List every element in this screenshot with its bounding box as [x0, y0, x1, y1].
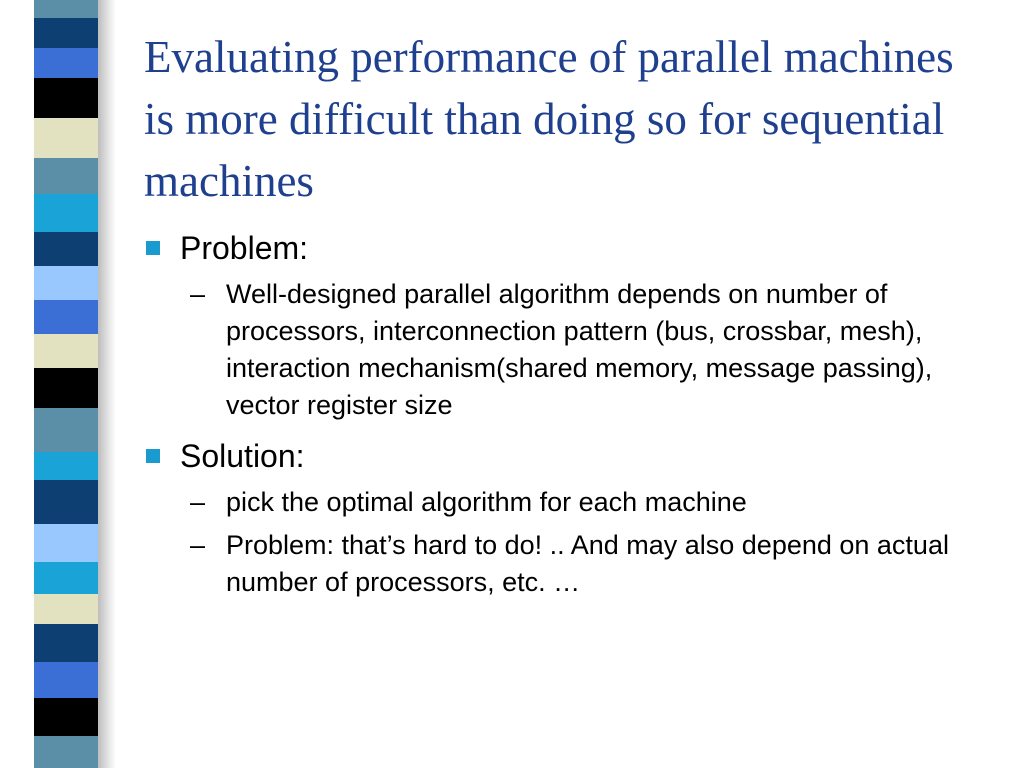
decorative-stripe	[34, 0, 98, 768]
dash-marker: –	[190, 530, 206, 560]
stripe-block	[34, 78, 98, 118]
square-bullet-icon	[146, 449, 160, 463]
stripe-block	[34, 452, 98, 480]
square-bullet-icon	[146, 241, 160, 255]
sub-item	[190, 484, 976, 521]
stripe-block	[34, 18, 98, 48]
stripe-block	[34, 0, 98, 18]
stripe-block	[34, 158, 98, 194]
sub-item-text: pick the optimal algorithm for each machine	[226, 487, 747, 517]
sub-list-solution	[190, 484, 976, 601]
sub-item-text: Well-designed parallel algorithm depends on number of processors, interconnection pattern (bus, crossbar, mesh), interaction mechanism(shared memory, message passing), vector register size	[226, 279, 933, 420]
stripe-block	[34, 480, 98, 524]
stripe-block	[34, 662, 98, 698]
bullet-item-problem	[146, 226, 976, 270]
stripe-block	[34, 232, 98, 266]
stripe-block	[34, 118, 98, 158]
stripe-block	[34, 334, 98, 368]
stripe-block	[34, 594, 98, 624]
bullet-label: Problem:	[180, 230, 309, 266]
stripe-block	[34, 624, 98, 662]
stripe-block	[34, 408, 98, 452]
bullet-label: Solution:	[180, 438, 305, 474]
dash-marker: –	[190, 279, 206, 309]
sub-item	[190, 527, 976, 601]
stripe-block	[34, 698, 98, 736]
slide-title: Evaluating performance of parallel machines is more difficult than doing so for sequential machines	[144, 32, 954, 206]
slide-content	[146, 226, 976, 611]
dash-marker: –	[190, 487, 206, 517]
stripe-block	[34, 266, 98, 300]
stripe-shadow	[98, 0, 116, 768]
stripe-block	[34, 48, 98, 78]
stripe-block	[34, 368, 98, 408]
sub-item	[190, 276, 976, 424]
stripe-block	[34, 562, 98, 594]
stripe-block	[34, 300, 98, 334]
sub-list-problem	[190, 276, 976, 424]
stripe-block	[34, 194, 98, 232]
stripe-block	[34, 736, 98, 768]
bullet-item-solution	[146, 434, 976, 478]
sub-item-text: Problem: that’s hard to do! .. And may also depend on actual number of processors, etc. …	[226, 530, 949, 597]
stripe-block	[34, 524, 98, 562]
